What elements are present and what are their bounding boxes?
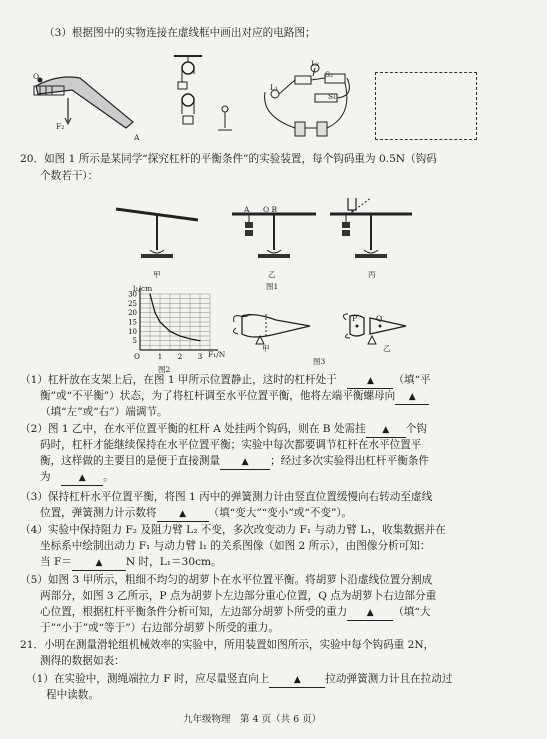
q20-intro-line2: 个数若干）： — [40, 170, 99, 182]
q20-p5-line4: 于”“小于”或“等于”）右边部分胡萝卜所受的重力。 — [40, 622, 279, 634]
q20-p1-blank1: ▲ — [347, 373, 393, 389]
q20-p3-line1: （3）保持杠杆水平位置平衡，将图 1 丙中的弹簧测力计由竖直位置缓慢向右转动至虚线 — [20, 491, 433, 503]
fig1-label-a: A — [244, 205, 250, 214]
q20-p2-line3: 衡，这样做的主要目的是便于直接测量 ▲ ；经过多次实验得出杠杆平衡条件 — [40, 454, 429, 470]
chart-point — [179, 335, 180, 336]
label-l1: L₁ — [270, 83, 278, 92]
q20-p4-line2: 坐标系中绘制出动力 F₁ 与动力臂 l₁ 的关系图像（如图 2 所示），由图像分析可知： — [40, 540, 431, 552]
q20-p3-line2: 位置，弹簧测力计示数将 ▲ （填“变大”“变小”或“不变”）。 — [40, 506, 352, 522]
q20-p4-line3: 当 F＝ ▲ N 时，L₁＝30cm。 — [40, 555, 222, 571]
q20-p4-line1: （4）实验中保持阻力 F₂ 及阻力臂 L₂ 不变，多次改变动力 F₁ 与动力臂 L₁，收集数据并在 — [20, 524, 446, 536]
q20-p2-line2: 码时，杠杆才能继续保持在水平位置平衡；实验中每次都要调节杠杆在水平位置平 — [40, 439, 422, 451]
lever-figure — [28, 60, 158, 140]
fig1-label-jia: 甲 — [153, 270, 161, 279]
circuit-answer-box — [375, 72, 477, 140]
fig1-label-bing: 丙 — [368, 270, 376, 279]
q20-p1-line3: （填“左”或“右”）端调节。 — [40, 406, 168, 418]
fig3-caption: 图3 — [313, 357, 326, 366]
q20-p2-blank3: ▲ — [61, 470, 103, 486]
chart-y-tick-label: 30 — [128, 290, 137, 299]
circuit-figure — [255, 56, 365, 141]
q21-p1-line1: （1）在实验中，测绳端拉力 F 时，应尽量竖直向上 ▲ 拉动弹簧测力计且在拉动过 — [26, 672, 452, 688]
chart-y-tick-label: 5 — [132, 337, 137, 346]
q20-p3-blank: ▲ — [157, 506, 209, 522]
fig3-label-jia: 甲 — [262, 344, 270, 353]
fig1-caption: 图1 — [266, 282, 279, 291]
label-f2: F₂ — [56, 122, 65, 131]
chart-x-tick-label: 3 — [197, 353, 203, 361]
fig1-label-yi: 乙 — [268, 270, 276, 279]
chart-point — [149, 293, 150, 294]
chart-y-tick-label: 20 — [128, 309, 137, 318]
q21-line2: 测得的数据如表： — [40, 655, 125, 667]
chart-y-tick-label: 15 — [128, 318, 137, 327]
q20-p5-line1: （5）如图 3 甲所示，粗细不均匀的胡萝卜在水平位置平衡。将胡萝卜沿虚线位置分割成 — [20, 574, 433, 586]
chart-ylabel: l₁/cm — [133, 284, 153, 293]
chart-x-tick-label: 2 — [177, 353, 183, 361]
q20-p5-line2: 两部分，如图 3 乙所示，P 点为胡萝卜左边部分重心位置，Q 点为胡萝卜右边部分重 — [40, 590, 437, 602]
fig3-label-yi: 乙 — [383, 344, 391, 353]
label-s1: S₁ — [328, 92, 337, 101]
chart-xlabel: F₁/N — [208, 350, 226, 359]
q21-line1: 21．小明在测量滑轮组机械效率的实验中，所用装置如图所示，实验中每个钩码重 2N， — [20, 639, 435, 651]
label-a: A — [134, 133, 140, 142]
label-o: O — [33, 72, 40, 81]
chart-x-tick-label: 1 — [157, 353, 163, 361]
label-s2: S₂ — [325, 70, 334, 79]
label-l2: L₂ — [311, 59, 319, 68]
q20-p5-line3: 心位置，根据杠杆平衡条件分析可知，左边部分胡萝卜所受的重力 ▲ （填“大 — [40, 605, 430, 621]
page-footer: 九年级物理 第 4 页（共 6 页） — [183, 714, 322, 725]
chart-point — [169, 331, 170, 332]
q20-p2-line1: （2）图 1 乙中，在水平位置平衡的杠杆 A 处挂两个钩码，则在 B 处需挂 ▲ 个钩 — [20, 422, 427, 438]
q20-p5-blank: ▲ — [347, 605, 393, 621]
q20-p1-blank2: ▲ — [395, 389, 429, 405]
chart-point — [189, 338, 190, 339]
q21-p1-blank: ▲ — [269, 672, 325, 688]
fig3-label-q: Q — [376, 314, 383, 323]
q20-p1-line1: （1）杠杆放在支架上后，在图 1 甲所示位置静止，这时的杠杆处于 ▲ （填“平 — [20, 373, 431, 389]
fig2-caption: 图2 — [158, 365, 171, 374]
chart-x-tick-label: O — [134, 353, 140, 361]
q21-p1-line2: 程中读数。 — [46, 689, 99, 701]
chart-y-tick-label: 25 — [128, 299, 137, 308]
q20-p2-blank2: ▲ — [220, 454, 270, 470]
chart-y-tick-label: 10 — [128, 327, 137, 336]
q20-p2-blank1: ▲ — [366, 422, 406, 438]
q20-intro-line1: 20．如图 1 所示是某同学“探究杠杆的平衡条件”的实验装置，每个钩码重为 0.5N（钩码 — [20, 153, 437, 165]
fig1-label-ob: O B — [263, 205, 278, 214]
chart-point — [159, 321, 160, 322]
chart-point — [154, 312, 155, 313]
q19-part3-text: （3）根据图中的实物连接在虚线框中画出对应的电路图； — [44, 27, 316, 39]
q20-p1-line2: 衡”或“不平衡”）状态，为了将杠杆调至水平位置平衡，他将左端平衡螺母向 ▲ — [40, 389, 429, 405]
chart-point — [199, 340, 200, 341]
pulley-figures — [170, 52, 250, 137]
q20-p4-blank: ▲ — [72, 555, 126, 571]
fig3-label-p: P — [352, 314, 358, 323]
q20-p2-line4: 为 ▲ 。 — [40, 470, 114, 486]
